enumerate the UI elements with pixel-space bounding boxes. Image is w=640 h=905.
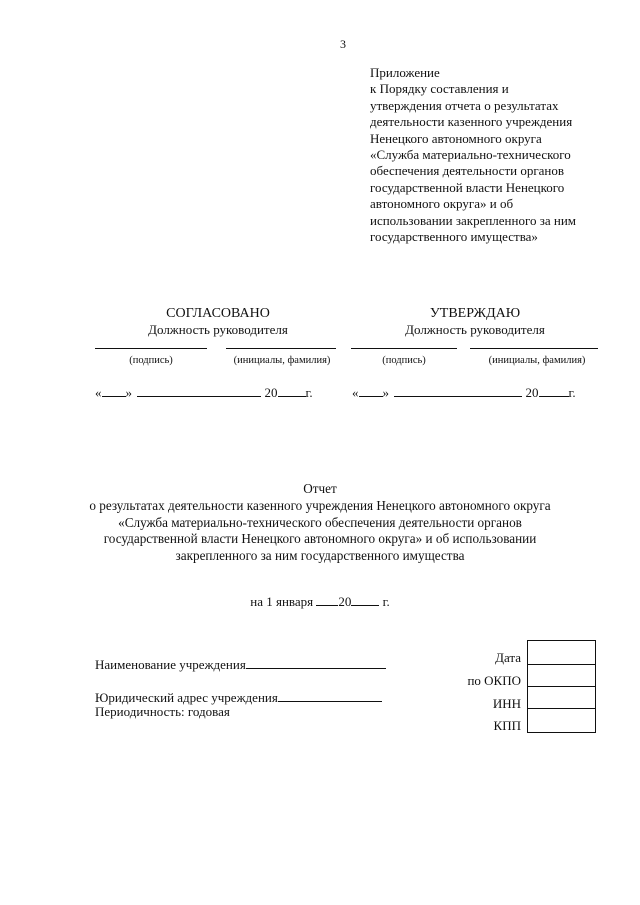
year-blank <box>278 384 306 397</box>
approval-left-title: СОГЛАСОВАНО <box>166 306 270 321</box>
code-box-date[interactable] <box>527 664 596 687</box>
periodicity-field: Периодичность: годовая <box>95 704 230 719</box>
institution-name-blank <box>246 656 386 669</box>
code-label-inn: ИНН <box>492 696 521 711</box>
approval-left-signature-line <box>95 348 207 349</box>
report-subtitle: о результатах деятельности казенного учреждения Ненецкого автономного округа «Служба материально-технического обеспечения деятельности органов государственной власти Ненецкого автономного округа» и об использовании закрепленного за ним государственного имущества <box>89 497 551 564</box>
approval-right-title: УТВЕРЖДАЮ <box>429 306 521 321</box>
month-blank <box>394 384 522 397</box>
approval-left-signature-caption: (подпись) <box>129 355 173 366</box>
report-date-suffix: г. <box>382 594 390 609</box>
year-prefix: 20 <box>264 385 278 400</box>
approval-right-name-line <box>470 348 598 349</box>
approval-left-name-line <box>226 348 336 349</box>
appendix-note: Приложение к Порядку составления и утверждения отчета о результатах деятельности казенного учреждения Ненецкого автономного округа «Служба материально-технического обеспечения деятельности органов государственной власти Ненецкого автономного округа» и об использовании закрепленного за ним государственного имущества» <box>370 65 577 245</box>
month-blank <box>137 384 261 397</box>
institution-name-field <box>95 656 386 673</box>
report-date <box>0 593 640 610</box>
report-date-year-prefix: 20 <box>338 594 352 609</box>
date-open-quote: « <box>352 385 359 400</box>
code-box-top <box>527 640 596 665</box>
date-open-quote: « <box>95 385 102 400</box>
approval-right-signature-line <box>351 348 457 349</box>
year-prefix: 20 <box>525 385 539 400</box>
page-number: 3 <box>340 37 346 51</box>
report-date-blank-1 <box>316 593 338 606</box>
report-title-block <box>60 481 580 565</box>
day-blank <box>102 384 126 397</box>
report-heading: Отчет <box>303 481 337 496</box>
code-label-date: Дата <box>495 650 521 665</box>
code-label-okpo: по ОКПО <box>467 673 521 688</box>
approval-left-position: Должность руководителя <box>148 322 288 337</box>
approval-left-name-caption: (инициалы, фамилия) <box>233 355 331 366</box>
date-close-quote: » <box>382 385 389 400</box>
report-date-year-blank <box>351 593 379 606</box>
code-box-kpp-edge <box>527 730 596 733</box>
report-date-prefix: на 1 января <box>250 594 314 609</box>
year-suffix: г. <box>568 385 576 400</box>
day-blank <box>359 384 383 397</box>
approval-left-date <box>95 384 313 401</box>
year-suffix: г. <box>305 385 313 400</box>
code-box-inn[interactable] <box>527 708 596 731</box>
legal-address-blank <box>278 689 382 702</box>
code-label-kpp: КПП <box>493 718 521 733</box>
approval-right-position: Должность руководителя <box>405 322 545 337</box>
approval-right-signature-caption: (подпись) <box>382 355 426 366</box>
date-close-quote: » <box>125 385 132 400</box>
approval-right-name-caption: (инициалы, фамилия) <box>488 355 586 366</box>
year-blank <box>539 384 569 397</box>
code-box-okpo[interactable] <box>527 686 596 709</box>
institution-name-label: Наименование учреждения <box>95 657 246 672</box>
legal-address-label: Юридический адрес учреждения <box>95 690 278 705</box>
approval-right-date <box>352 384 576 401</box>
